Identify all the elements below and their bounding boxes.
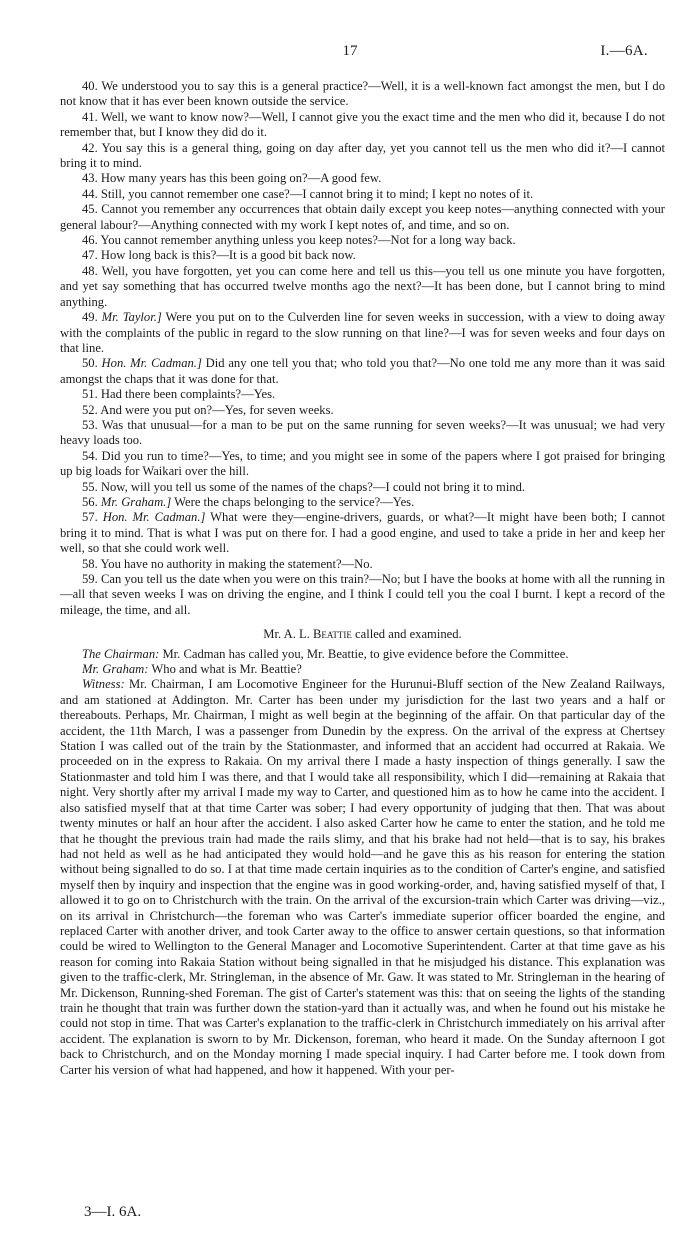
question-item (60, 572, 665, 618)
speaker-label: Hon. Mr. Cadman.] (102, 510, 206, 525)
question-text: And were you put on?—Yes, for seven weeks. (100, 402, 334, 417)
question-number: 58. (82, 556, 98, 571)
question-item (60, 248, 665, 263)
question-item (60, 202, 665, 233)
question-number: 52. (82, 402, 98, 417)
question-item (60, 171, 665, 186)
question-number: 55. (82, 479, 98, 494)
question-item (60, 495, 665, 510)
question-item (60, 79, 665, 110)
question-item (60, 187, 665, 202)
speaker-label: Hon. Mr. Cadman.] (101, 356, 202, 371)
question-item (60, 356, 665, 387)
question-text: You say this is a general thing, going on day after day, yet you cannot tell us the men who did it?—I cannot bring it to mind. (60, 140, 665, 171)
question-text: Can you tell us the date when you were on this train?—No; but I have the books at home with all the running in—all that seven weeks I was on driving the engine, and I think I could tell you the coal I burnt. I kept a record of the mileage, the time, and all. (60, 572, 665, 617)
question-number: 47. (82, 248, 98, 263)
question-text: Did any one tell you that; who told you that?—No one told me any more than it was said amongst the chaps that it was done for that. (60, 356, 665, 386)
question-number: 56. (82, 494, 98, 509)
question-text: Well, we want to know now?—Well, I cannot give you the exact time and the men who did it, because I do not remember that, but I know they did do it. (60, 109, 665, 140)
question-number: 50. (82, 356, 98, 371)
question-number: 40. (82, 79, 98, 93)
speaker-label: Mr. Taylor.] (101, 310, 162, 325)
witness-testimony: Witness: Mr. Chairman, I am Locomotive Engineer for the Hurunui-Bluff section of the New Zealand Railways, and am stationed at Addington. Mr. Carter has been under my jurisdiction for the last two years and a half or thereabouts. Perhaps, Mr. Chairman, I might as well begin at the beginning of the affair. On that particular day of the accident, the 11th March, I was a passenger from Dunedin by the express. On the arrival of the express at Chertsey Station I was called out of the train by the Stationmaster, and informed that an accident had occurred at Rakaia. We proceeded on in the express to Rakaia. On my arrival there I made a hasty inspection of things generally. I saw the Stationmaster and told him I was there, and that I would take all responsibility, which I did—remaining at Rakaia that night. Very shortly after my arrival I made my way to Carter, and questioned him as to how he came into the accident. I also satisfied myself that at that time Carter was sober; I had every opportunity of judging that then. That was about twenty minutes or half an hour after the accident. I also asked Carter how he came to enter the station, and he told me that he thought the previous train had made the rails slimy, and that his brake had not held—that is to say, his brakes had not held as well as he had anticipated they would hold—and he gave this as his reason for entering the station without being signalled to do so. I at that time made certain inquiries as to the condition of Carter's engine, and satisfied myself then by inquiry and inspection that the engine was in good working-order, and, having satisfied myself of that, I allowed it to go on to Christchurch with the train. On the arrival of the excursion-train which Carter was driving—viz., on its arrival in Christchurch—the foreman who was Carter's immediate superior officer boarded the engine, and replaced Carter with another driver, and took Carter away to the office to answer certain questions, so that information could be wired to Wellington to the General Manager and Locomotive Superintendent. Carter at that time gave as his reason for coming into Rakaia Station without being signalled in that he misjudged his distance. This explanation was given to the traffic-clerk, Mr. Stringleman, in the absence of Mr. Gaw. It was stated to Mr. Stringleman in the hearing of Mr. Dickenson, Running-shed Foreman. The gist of Carter's statement was this: that on seeing the lights of the standing train he thought that train was further down the station-yard than it actually was, and when he found out his mistake he could not stop in time. That was Carter's explanation to the traffic-clerk in Christchurch immediately on his arrival after accident. The explanation is sworn to by Mr. Dickenson, foreman, who heard it made. On the Sunday afternoon I got back to Christchurch, and on the Monday morning I made special inquiry. I had Carter before me. I took down from Carter his version of what had happened, and how it happened. With your per- (60, 677, 665, 1077)
document-body (60, 79, 665, 1078)
question-text: Were you put on to the Culverden line for seven weeks in succession, with a view to doing away with the complaints of the public in regard to the slow running on that line?—I was for seven weeks and four days on that line. (60, 310, 665, 355)
section-heading: Mr. A. L. Beattie called and examined. (263, 627, 462, 642)
question-item (60, 264, 665, 310)
chairman-statement: The Chairman: Mr. Cadman has called you, Mr. Beattie, to give evidence before the Committee. (82, 646, 569, 661)
speaker-label: Mr. Graham.] (100, 494, 172, 509)
question-number: 42. (82, 140, 98, 155)
question-text: How long back is this?—It is a good bit back now. (100, 248, 356, 263)
question-number: 54. (82, 448, 98, 463)
question-text: How many years has this been going on?—A good few. (100, 171, 382, 186)
question-text: Now, will you tell us some of the names of the chaps?—I could not bring it to mind. (100, 479, 526, 494)
speaker-label: The Chairman: (82, 646, 160, 661)
question-item (60, 233, 665, 248)
question-text: We understood you to say this is a general practice?—Well, it is a well-known fact amongst the men, but I do not know that it has ever been known outside the service. (60, 79, 665, 109)
question-number: 46. (82, 233, 98, 248)
question-item (60, 403, 665, 418)
question-number: 57. (82, 510, 98, 525)
question-item (60, 557, 665, 572)
question-text: Was that unusual—for a man to be put on the same running for seven weeks?—It was unusual; we had very heavy loads too. (60, 417, 665, 448)
question-item (60, 310, 665, 356)
question-number: 41. (82, 109, 98, 124)
witness-name: Beattie (312, 627, 352, 642)
question-text: Had there been complaints?—Yes. (100, 387, 276, 402)
graham-question: Mr. Graham: Who and what is Mr. Beattie? (82, 662, 302, 677)
question-item (60, 480, 665, 495)
speaker-label: Mr. Graham: (82, 662, 149, 677)
question-item (60, 510, 665, 556)
question-text: Were the chaps belonging to the service?—Yes. (174, 494, 415, 509)
question-number: 59. (82, 572, 98, 586)
question-number: 51. (82, 387, 98, 402)
question-number: 43. (82, 171, 98, 186)
question-number: 44. (82, 186, 98, 201)
signature-mark: 3—I. 6A. (84, 1204, 142, 1220)
question-item (60, 141, 665, 172)
question-number: 49. (82, 310, 98, 325)
speaker-label: Witness: (82, 677, 125, 692)
question-item (60, 387, 665, 402)
question-item (60, 110, 665, 141)
question-number: 48. (82, 263, 98, 278)
question-text: Still, you cannot remember one case?—I cannot bring it to mind; I kept no notes of it. (100, 186, 534, 201)
question-text: You have no authority in making the statement?—No. (100, 556, 373, 571)
question-text: What were they—engine-drivers, guards, or what?—It might have been both; I cannot bring it to mind. That is what I was put on there for. I had a good engine, and used to take a pride in her and keep her well, so that she could work well. (60, 510, 666, 556)
question-item (60, 418, 665, 449)
question-item (60, 449, 665, 480)
question-text: Did you run to time?—Yes, to time; and you might see in some of the papers where I got praised for bringing up big loads for Waikari over the hill. (60, 448, 665, 479)
question-text: You cannot remember anything unless you keep notes?—Not for a long way back. (100, 233, 516, 248)
question-text: Well, you have forgotten, yet you can come here and tell us this—you tell us one minute you have forgotten, and yet say something that has occurred twelve months ago the next?—It has been done, but I cannot bring to mind anything. (60, 263, 665, 309)
question-number: 53. (82, 417, 98, 432)
question-text: Cannot you remember any occurrences that obtain daily except you keep notes—anything connected with your general labour?—Anything connected with my work I kept notes of, and time, and so on. (60, 202, 665, 232)
question-number: 45. (82, 202, 98, 217)
document-reference: I.—6A. (600, 43, 648, 59)
page-number: 17 (342, 43, 358, 59)
question-answer-list (60, 79, 665, 618)
